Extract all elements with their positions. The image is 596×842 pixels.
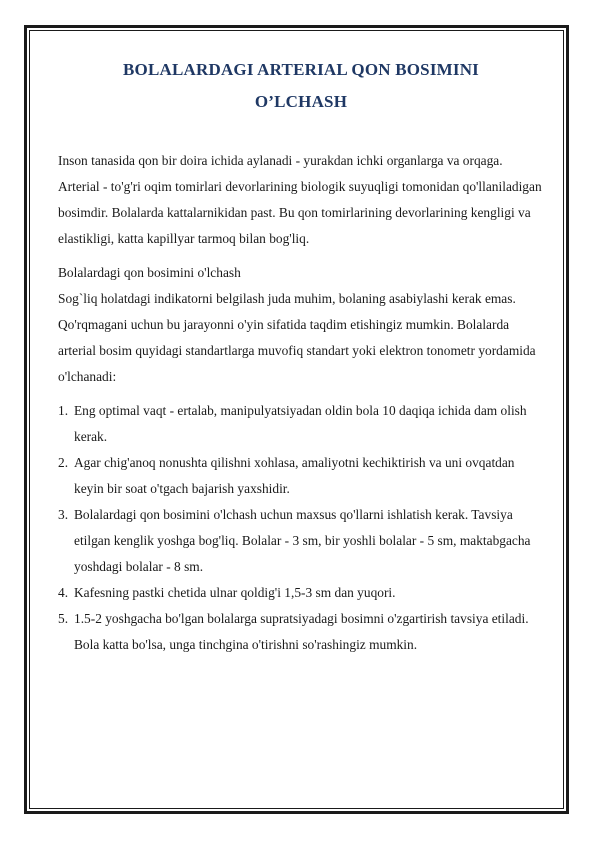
list-item-text: 1.5-2 yoshgacha bo'lgan bolalarga supratsiyadagi bosimni o'zgartirish tavsiya etiladi. Bola katta bo'lsa, unga tinchgina o'tirishni so'rashingiz mumkin. [74,611,529,652]
document-title [58,54,544,118]
title-line-1: BOLALARDAGI ARTERIAL QON BOSIMINI [123,60,479,79]
list-item-number: 4. [58,585,69,600]
list-item-text: Kafesning pastki chetida ulnar qoldig'i 1,5-3 sm dan yuqori. [74,585,396,600]
title-line-2: O’LCHASH [254,92,348,111]
list-item-number: 2. [58,455,69,470]
document-content [58,54,544,658]
list-item-text: Bolalardagi qon bosimini o'lchash uchun maxsus qo'llarni ishlatish kerak. Tavsiya etilgan kenglik yoshga bog'liq. Bolalar - 3 sm, bir yoshli bolalar - 5 sm, maktabgacha yoshdagi bolalar - 8 sm. [74,507,531,574]
steps-list [58,398,544,658]
list-item-number: 5. [58,611,69,626]
list-item-text: Agar chig'anoq nonushta qilishni xohlasa, amaliyotni kechiktirish va uni ovqatdan keyin bir soat o'tgach bajarish yaxshidir. [74,455,515,496]
list-item-number: 3. [58,507,69,522]
list-item [58,450,544,502]
list-item [58,502,544,580]
list-item [58,606,544,658]
intro-paragraph: Inson tanasida qon bir doira ichida aylanadi - yurakdan ichki organlarga va orqaga. Arterial - to'g'ri oqim tomirlari devorlarining biologik suyuqligi tomonidan qo'llaniladigan bosimdir. Bolalarda kattalarnikidan past. Bu qon tomirlarining devorlarining kengligi va elastikligi, katta kapillyar tarmoq bilan bog'liq. [58,153,542,246]
list-item-text: Eng optimal vaqt - ertalab, manipulyatsiyadan oldin bola 10 daqiqa ichida dam olish kerak. [74,403,527,444]
list-item-number: 1. [58,403,69,418]
section-heading: Bolalardagi qon bosimini o'lchash [58,265,241,280]
section-paragraph: Sog`liq holatdagi indikatorni belgilash juda muhim, bolaning asabiylashi kerak emas. Qo'rqmagani uchun bu jarayonni o'yin sifatida taqdim etishingiz mumkin. Bolalarda arterial bosim quyidagi standartlarga muvofiq standart yoki elektron tonometr yordamida o'lchanadi: [58,291,536,384]
list-item [58,580,544,606]
list-item [58,398,544,450]
